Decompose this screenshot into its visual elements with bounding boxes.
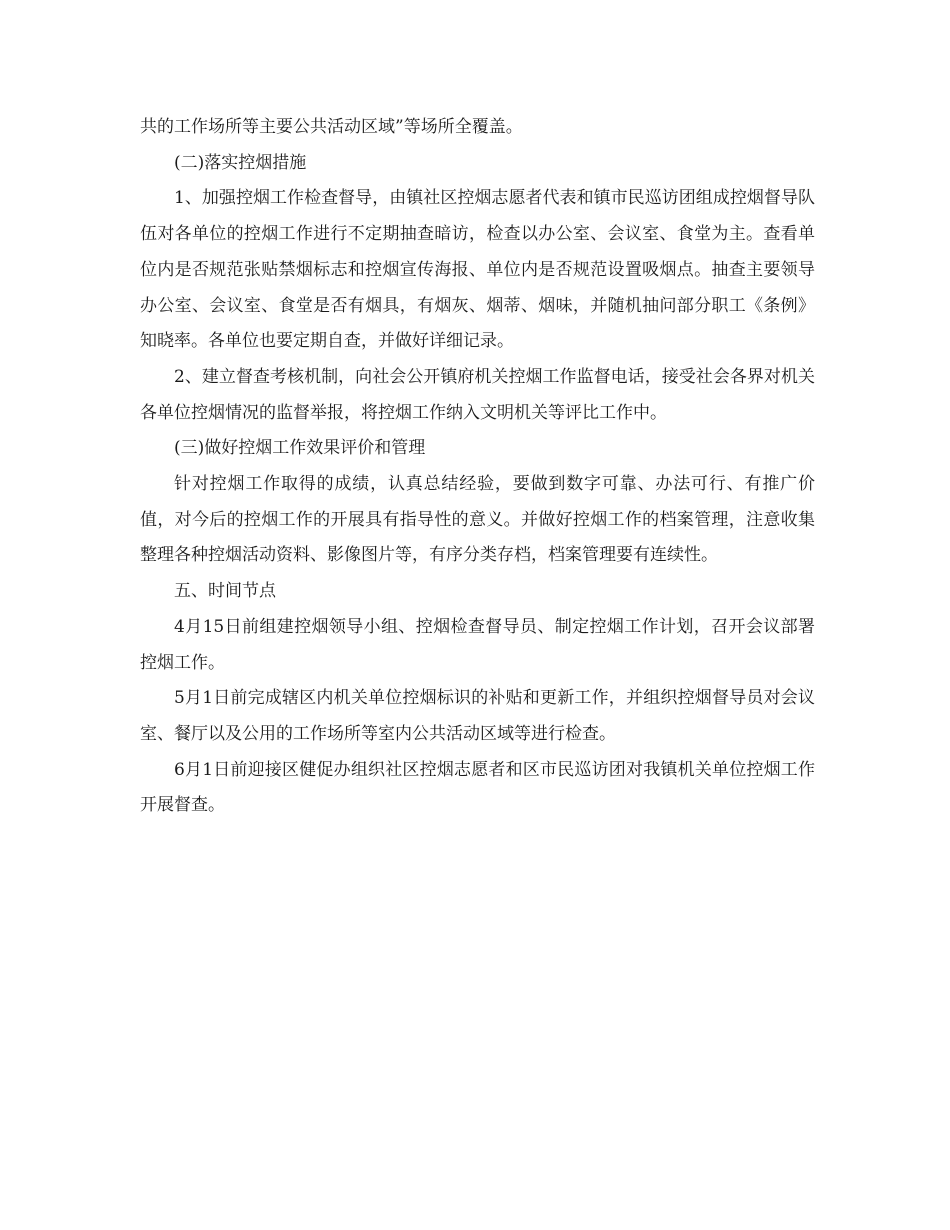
section-heading-evaluation: (三)做好控烟工作效果评价和管理 — [174, 438, 426, 459]
paragraph-evaluation-management: 针对控烟工作取得的成绩，认真总结经验，要做到数字可靠、办法可行、有推广价值，对今后的控烟工作的开展具有指导性的意义。并做好控烟工作的档案管理，注意收集整理各种控烟活动资料、影像图片等，有序分类存档，档案管理要有连续性。 — [140, 474, 815, 566]
paragraph-timeline-june: 6月1日前迎接区健促办组织社区控烟志愿者和区市民巡访团对我镇机关单位控烟工作开展督查。 — [140, 759, 815, 816]
document-body — [140, 110, 815, 824]
paragraph-timeline-april: 4月15日前组建控烟领导小组、控烟检查督导员、制定控烟工作计划，召开会议部署控烟工作。 — [140, 616, 815, 673]
paragraph-continuation: 共的工作场所等主要公共活动区域”等场所全覆盖。 — [140, 117, 523, 137]
paragraph-assessment-mechanism: 2、建立督查考核机制，向社会公开镇府机关控烟工作监督电话，接受社会各界对机关各单位控烟情况的监督举报，将控烟工作纳入文明机关等评比工作中。 — [140, 366, 815, 423]
section-heading-timeline: 五、时间节点 — [174, 581, 276, 602]
paragraph-inspection-supervision: 1、加强控烟工作检查督导，由镇社区控烟志愿者代表和镇市民巡访团组成控烟督导队伍对各单位的控烟工作进行不定期抽查暗访，检查以办公室、会议室、食堂为主。查看单位内是否规范张贴禁烟标志和控烟宣传海报、单位内是否规范设置吸烟点。抽查主要领导办公室、会议室、食堂是否有烟具，有烟灰、烟蒂、烟味，并随机抽问部分职工《条例》知晓率。各单位也要定期自查，并做好详细记录。 — [140, 188, 815, 352]
paragraph-timeline-may: 5月1日前完成辖区内机关单位控烟标识的补贴和更新工作，并组织控烟督导员对会议室、餐厅以及公用的工作场所等室内公共活动区域等进行检查。 — [140, 688, 815, 744]
section-heading-implement-measures: (二)落实控烟措施 — [174, 152, 307, 173]
